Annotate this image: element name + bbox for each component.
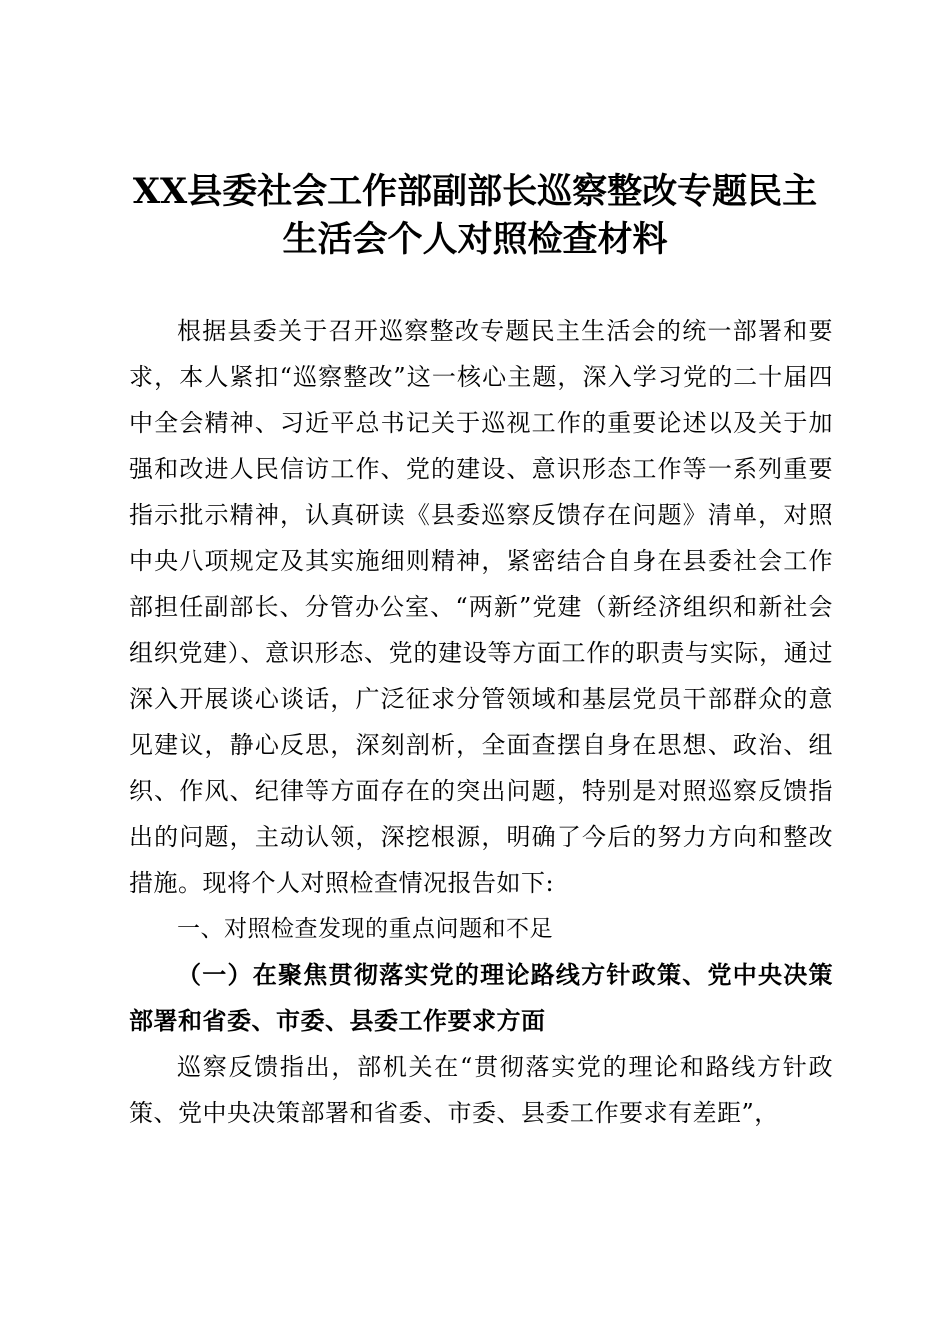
document-body (129, 308, 833, 1136)
subsection-paragraph: 巡察反馈指出，部机关在“贯彻落实党的理论和路线方针政策、党中央决策部署和省委、市委、县委工作要求有差距”， (129, 1053, 833, 1127)
section-heading: 一、对照检查发现的重点问题和不足 (177, 916, 553, 942)
document-title (100, 168, 850, 264)
title-line-2: 生活会个人对照检查材料 (282, 219, 668, 260)
intro-paragraph: 根据县委关于召开巡察整改专题民主生活会的统一部署和要求，本人紧扣“巡察整改”这一核心主题，深入学习党的二十届四中全会精神、习近平总书记关于巡视工作的重要论述以及关于加强和改进人民信访工作、党的建设、意识形态工作等一系列重要指示批示精神，认真研读《县委巡察反馈存在问题》清单，对照中央八项规定及其实施细则精神，紧密结合自身在县委社会工作部担任副部长、分管办公室、“两新”党建（新经济组织和新社会组织党建）、意识形态、党的建设等方面工作的职责与实际，通过深入开展谈心谈话，广泛征求分管领域和基层党员干部群众的意见建议，静心反思，深刻剖析，全面查摆自身在思想、政治、组织、作风、纪律等方面存在的突出问题，特别是对照巡察反馈指出的问题，主动认领，深挖根源，明确了今后的努力方向和整改措施。现将个人对照检查情况报告如下: (129, 317, 833, 897)
subsection-heading: （一）在聚焦贯彻落实党的理论路线方针政策、党中央决策部署和省委、市委、县委工作要求方面 (129, 960, 833, 1035)
title-line-1: XX县委社会工作部副部长巡察整改专题民主 (132, 171, 818, 212)
